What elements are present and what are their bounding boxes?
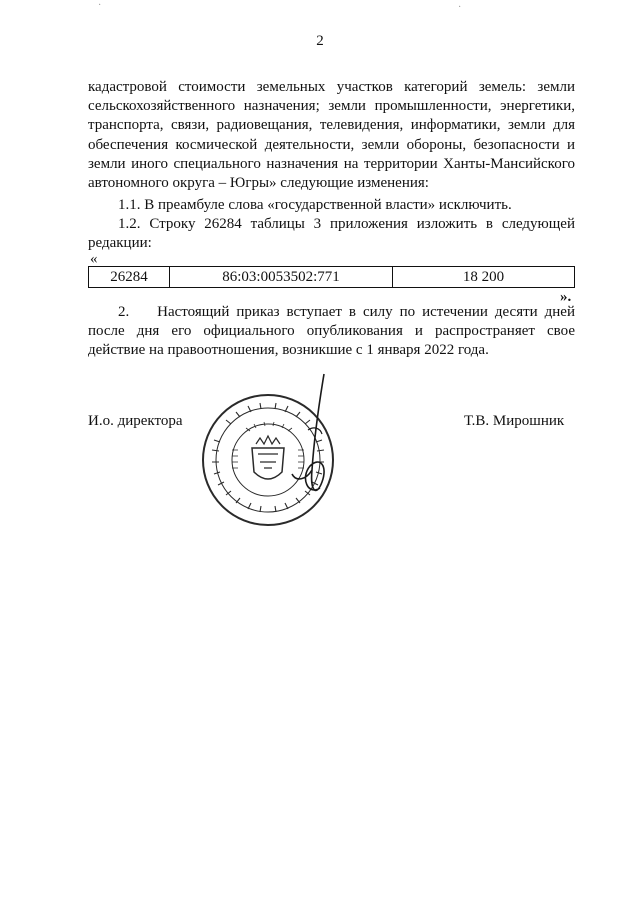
- intro-line: транспорта, связи, радиовещания, телевидения, информатики, земли для: [88, 117, 575, 134]
- cadastral-number-cell: 86:03:0053502:771: [170, 267, 393, 288]
- intro-paragraph: [88, 78, 575, 193]
- item-1-2-line: 1.2. Строку 26284 таблицы 3 приложения изложить в следующей: [118, 216, 575, 232]
- scan-mark: ·: [458, 2, 462, 13]
- intro-line: автономного округа – Югры» следующие изменения:: [88, 175, 429, 192]
- item-1-1-text: 1.1. В преамбуле слова «государственной власти» исключить.: [118, 197, 512, 213]
- official-seal: [196, 370, 346, 530]
- page-number: 2: [316, 33, 324, 49]
- item-1-2: [88, 215, 575, 253]
- intro-line: сельскохозяйственного назначения; земли промышленности, энергетики,: [88, 98, 575, 115]
- signer-name: Т.В. Мирошник: [464, 413, 565, 429]
- item-2: [88, 303, 575, 361]
- signer-position: И.о. директора: [88, 413, 183, 429]
- scan-mark: ·: [98, 0, 102, 11]
- cadastral-value-cell: 18 200: [393, 267, 575, 288]
- item-2-line: после дня его официального опубликования и распространяет свое: [88, 323, 575, 340]
- item-1-2-line: редакции:: [88, 235, 152, 252]
- opening-quote: «: [90, 251, 98, 267]
- intro-line: кадастровой стоимости земельных участков категорий земель: земли: [88, 79, 575, 95]
- item-1-1: [118, 196, 575, 215]
- intro-line: обеспечения космической деятельности, земли обороны, безопасности и: [88, 136, 575, 153]
- closing-quote: ».: [560, 289, 572, 305]
- intro-line: земли иного специального назначения на территории Ханты-Мансийского: [88, 155, 575, 172]
- item-2-line: действие на правоотношения, возникшие с 1 января 2022 года.: [88, 342, 489, 359]
- table-row: [89, 267, 575, 288]
- item-2-line: 2. Настоящий приказ вступает в силу по истечении десяти дней: [118, 304, 575, 320]
- amendment-table: [88, 266, 575, 288]
- row-number-cell: 26284: [89, 267, 170, 288]
